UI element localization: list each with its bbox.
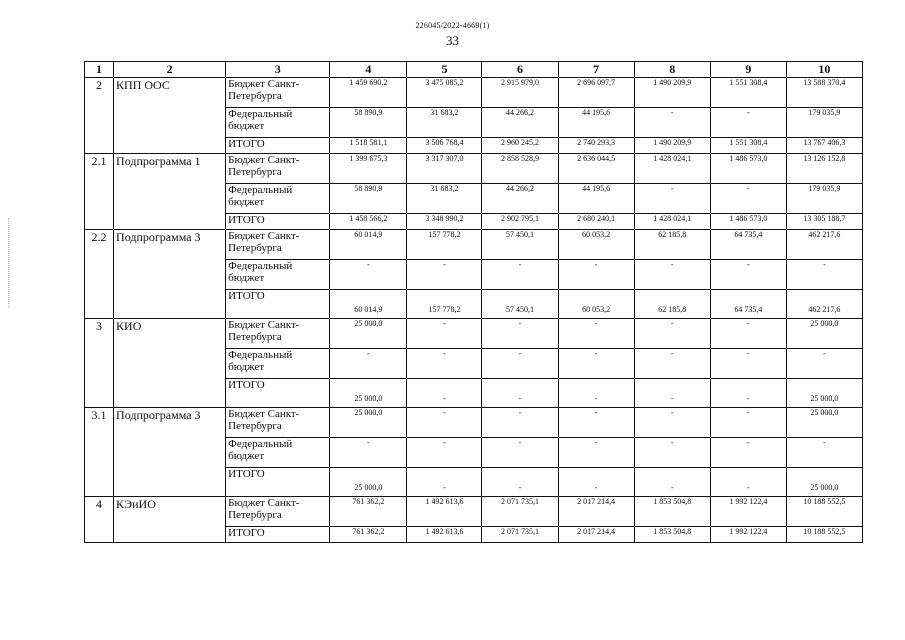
funding-source: Бюджет Санкт-Петербурга bbox=[226, 408, 330, 438]
page-number: 33 bbox=[446, 33, 459, 48]
amount-cell: 1 992 122,4 bbox=[710, 497, 786, 527]
amount-cell: 1 853 504,8 bbox=[634, 497, 710, 527]
amount-cell: - bbox=[710, 184, 786, 214]
amount-cell: 179 035,9 bbox=[786, 184, 862, 214]
amount-cell: 2 696 097,7 bbox=[558, 78, 634, 108]
amount-cell: - bbox=[634, 408, 710, 438]
amount-cell: - bbox=[558, 468, 634, 497]
amount-cell: 64 735,4 bbox=[710, 230, 786, 260]
amount-cell: 60 014,9 bbox=[330, 230, 407, 260]
amount-cell: 13 126 152,8 bbox=[786, 154, 862, 184]
column-header: 6 bbox=[482, 62, 558, 78]
amount-cell: 2 740 293,3 bbox=[558, 138, 634, 154]
amount-cell: 60 053,2 bbox=[558, 290, 634, 319]
funding-source: Федеральный бюджет bbox=[226, 349, 330, 379]
amount-cell: - bbox=[710, 438, 786, 468]
amount-cell: 31 683,2 bbox=[407, 108, 482, 138]
amount-cell: - bbox=[558, 408, 634, 438]
amount-cell: 25 000,0 bbox=[786, 468, 862, 497]
amount-cell: 44 266,2 bbox=[482, 184, 558, 214]
amount-cell: - bbox=[634, 379, 710, 408]
amount-cell: 62 185,8 bbox=[634, 290, 710, 319]
row-number: 2.2 bbox=[85, 230, 114, 319]
amount-cell: - bbox=[558, 260, 634, 290]
amount-cell: 25 000,0 bbox=[330, 319, 407, 349]
amount-cell: 10 188 552,5 bbox=[786, 497, 862, 527]
column-header: 2 bbox=[114, 62, 226, 78]
amount-cell: - bbox=[786, 260, 862, 290]
funding-source: ИТОГО bbox=[226, 214, 330, 230]
row-number: 4 bbox=[85, 497, 114, 543]
amount-cell: 3 506 768,4 bbox=[407, 138, 482, 154]
amount-cell: - bbox=[634, 349, 710, 379]
funding-source: Бюджет Санкт-Петербурга bbox=[226, 497, 330, 527]
funding-source: Бюджет Санкт-Петербурга bbox=[226, 230, 330, 260]
amount-cell: - bbox=[407, 319, 482, 349]
amount-cell: 1 992 122,4 bbox=[710, 527, 786, 543]
amount-cell: 2 858 528,9 bbox=[482, 154, 558, 184]
amount-cell: - bbox=[710, 349, 786, 379]
amount-cell: 1 492 613,6 bbox=[407, 527, 482, 543]
funding-source: ИТОГО bbox=[226, 468, 330, 497]
table-body bbox=[85, 78, 863, 543]
funding-source: ИТОГО bbox=[226, 379, 330, 408]
column-header: 7 bbox=[558, 62, 634, 78]
column-header: 10 bbox=[786, 62, 862, 78]
amount-cell: 1 458 566,2 bbox=[330, 214, 407, 230]
amount-cell: - bbox=[710, 108, 786, 138]
amount-cell: - bbox=[482, 349, 558, 379]
funding-source: ИТОГО bbox=[226, 527, 330, 543]
amount-cell: - bbox=[407, 438, 482, 468]
amount-cell: 25 000,0 bbox=[786, 379, 862, 408]
funding-source: Бюджет Санкт-Петербурга bbox=[226, 319, 330, 349]
amount-cell: - bbox=[710, 468, 786, 497]
table-row bbox=[85, 230, 863, 260]
amount-cell: - bbox=[710, 379, 786, 408]
amount-cell: 1 486 573,0 bbox=[710, 154, 786, 184]
amount-cell: 57 450,1 bbox=[482, 290, 558, 319]
amount-cell: 157 778,2 bbox=[407, 230, 482, 260]
funding-source: Федеральный бюджет bbox=[226, 108, 330, 138]
executor-name: КИО bbox=[114, 319, 226, 408]
amount-cell: - bbox=[330, 349, 407, 379]
amount-cell: 25 000,0 bbox=[330, 408, 407, 438]
column-header: 5 bbox=[407, 62, 482, 78]
amount-cell: 13 588 370,4 bbox=[786, 78, 862, 108]
amount-cell: 2 915 979,0 bbox=[482, 78, 558, 108]
amount-cell: - bbox=[482, 379, 558, 408]
amount-cell: 1 428 024,1 bbox=[634, 154, 710, 184]
amount-cell: - bbox=[634, 319, 710, 349]
row-number: 3.1 bbox=[85, 408, 114, 497]
amount-cell: 157 778,2 bbox=[407, 290, 482, 319]
scan-margin-marks bbox=[8, 218, 10, 308]
amount-cell: 25 000,0 bbox=[786, 408, 862, 438]
amount-cell: - bbox=[634, 184, 710, 214]
amount-cell: - bbox=[482, 468, 558, 497]
amount-cell: 64 735,4 bbox=[710, 290, 786, 319]
amount-cell: 2 960 245,2 bbox=[482, 138, 558, 154]
amount-cell: 1 486 573,0 bbox=[710, 214, 786, 230]
document-id: 226045/2022-4669(1) bbox=[415, 21, 490, 30]
amount-cell: 13 305 188,7 bbox=[786, 214, 862, 230]
executor-name: КПП ООС bbox=[114, 78, 226, 154]
amount-cell: 3 317 307,0 bbox=[407, 154, 482, 184]
table-row bbox=[85, 154, 863, 184]
amount-cell: 44 266,2 bbox=[482, 108, 558, 138]
amount-cell: 60 053,2 bbox=[558, 230, 634, 260]
column-header: 9 bbox=[710, 62, 786, 78]
amount-cell: 3 348 990,2 bbox=[407, 214, 482, 230]
amount-cell: 2 017 214,4 bbox=[558, 527, 634, 543]
amount-cell: 2 902 795,1 bbox=[482, 214, 558, 230]
amount-cell: 462 217,6 bbox=[786, 230, 862, 260]
executor-name: Подпрограмма 3 bbox=[114, 408, 226, 497]
amount-cell: 462 217,6 bbox=[786, 290, 862, 319]
table-row bbox=[85, 408, 863, 438]
amount-cell: - bbox=[558, 319, 634, 349]
amount-cell: - bbox=[558, 438, 634, 468]
amount-cell: 44 195,6 bbox=[558, 108, 634, 138]
amount-cell: 2 017 214,4 bbox=[558, 497, 634, 527]
amount-cell: 1 490 209,9 bbox=[634, 138, 710, 154]
amount-cell: - bbox=[710, 319, 786, 349]
amount-cell: 179 035,9 bbox=[786, 108, 862, 138]
amount-cell: 2 071 735,1 bbox=[482, 527, 558, 543]
amount-cell: 31 683,2 bbox=[407, 184, 482, 214]
amount-cell: 2 680 240,1 bbox=[558, 214, 634, 230]
amount-cell: 761 362,2 bbox=[330, 527, 407, 543]
amount-cell: - bbox=[634, 468, 710, 497]
table-row bbox=[85, 78, 863, 108]
row-number: 3 bbox=[85, 319, 114, 408]
amount-cell: 58 890,9 bbox=[330, 184, 407, 214]
amount-cell: - bbox=[710, 408, 786, 438]
amount-cell: 57 450,1 bbox=[482, 230, 558, 260]
amount-cell: 1 490 209,9 bbox=[634, 78, 710, 108]
amount-cell: 1 459 690,2 bbox=[330, 78, 407, 108]
column-header: 1 bbox=[85, 62, 114, 78]
amount-cell: 1 399 675,3 bbox=[330, 154, 407, 184]
table-row bbox=[85, 497, 863, 527]
budget-table bbox=[84, 61, 863, 543]
column-header: 3 bbox=[226, 62, 330, 78]
funding-source: Федеральный бюджет bbox=[226, 260, 330, 290]
amount-cell: 58 890,9 bbox=[330, 108, 407, 138]
amount-cell: 2 071 735,1 bbox=[482, 497, 558, 527]
amount-cell: - bbox=[710, 260, 786, 290]
amount-cell: 1 551 308,4 bbox=[710, 78, 786, 108]
amount-cell: - bbox=[482, 408, 558, 438]
amount-cell: - bbox=[407, 379, 482, 408]
executor-name: Подпрограмма 3 bbox=[114, 230, 226, 319]
column-header: 4 bbox=[330, 62, 407, 78]
amount-cell: 1 853 504,8 bbox=[634, 527, 710, 543]
amount-cell: 25 000,0 bbox=[330, 379, 407, 408]
row-number: 2.1 bbox=[85, 154, 114, 230]
amount-cell: 13 767 406,3 bbox=[786, 138, 862, 154]
funding-source: Федеральный бюджет bbox=[226, 438, 330, 468]
amount-cell: - bbox=[634, 260, 710, 290]
amount-cell: - bbox=[558, 349, 634, 379]
amount-cell: - bbox=[786, 438, 862, 468]
amount-cell: 60 014,9 bbox=[330, 290, 407, 319]
amount-cell: - bbox=[634, 438, 710, 468]
funding-source: Федеральный бюджет bbox=[226, 184, 330, 214]
amount-cell: 2 636 044,5 bbox=[558, 154, 634, 184]
table-row bbox=[85, 319, 863, 349]
amount-cell: 1 551 308,4 bbox=[710, 138, 786, 154]
funding-source: ИТОГО bbox=[226, 290, 330, 319]
amount-cell: - bbox=[330, 260, 407, 290]
executor-name: КЭиИО bbox=[114, 497, 226, 543]
amount-cell: - bbox=[786, 349, 862, 379]
funding-source: Бюджет Санкт-Петербурга bbox=[226, 78, 330, 108]
column-header: 8 bbox=[634, 62, 710, 78]
row-number: 2 bbox=[85, 78, 114, 154]
amount-cell: 25 000,0 bbox=[786, 319, 862, 349]
funding-source: ИТОГО bbox=[226, 138, 330, 154]
amount-cell: 62 185,8 bbox=[634, 230, 710, 260]
amount-cell: - bbox=[482, 260, 558, 290]
amount-cell: 44 195,6 bbox=[558, 184, 634, 214]
executor-name: Подпрограмма 1 bbox=[114, 154, 226, 230]
amount-cell: - bbox=[482, 438, 558, 468]
amount-cell: - bbox=[407, 349, 482, 379]
amount-cell: 1 492 613,6 bbox=[407, 497, 482, 527]
amount-cell: - bbox=[407, 260, 482, 290]
amount-cell: 3 475 085,2 bbox=[407, 78, 482, 108]
amount-cell: 10 188 552,5 bbox=[786, 527, 862, 543]
amount-cell: - bbox=[558, 379, 634, 408]
funding-source: Бюджет Санкт-Петербурга bbox=[226, 154, 330, 184]
amount-cell: 761 362,2 bbox=[330, 497, 407, 527]
amount-cell: - bbox=[482, 319, 558, 349]
amount-cell: 25 000,0 bbox=[330, 468, 407, 497]
amount-cell: - bbox=[330, 438, 407, 468]
amount-cell: - bbox=[634, 108, 710, 138]
amount-cell: - bbox=[407, 468, 482, 497]
table-header bbox=[85, 62, 863, 78]
amount-cell: 1 428 024,1 bbox=[634, 214, 710, 230]
amount-cell: - bbox=[407, 408, 482, 438]
amount-cell: 1 518 581,1 bbox=[330, 138, 407, 154]
